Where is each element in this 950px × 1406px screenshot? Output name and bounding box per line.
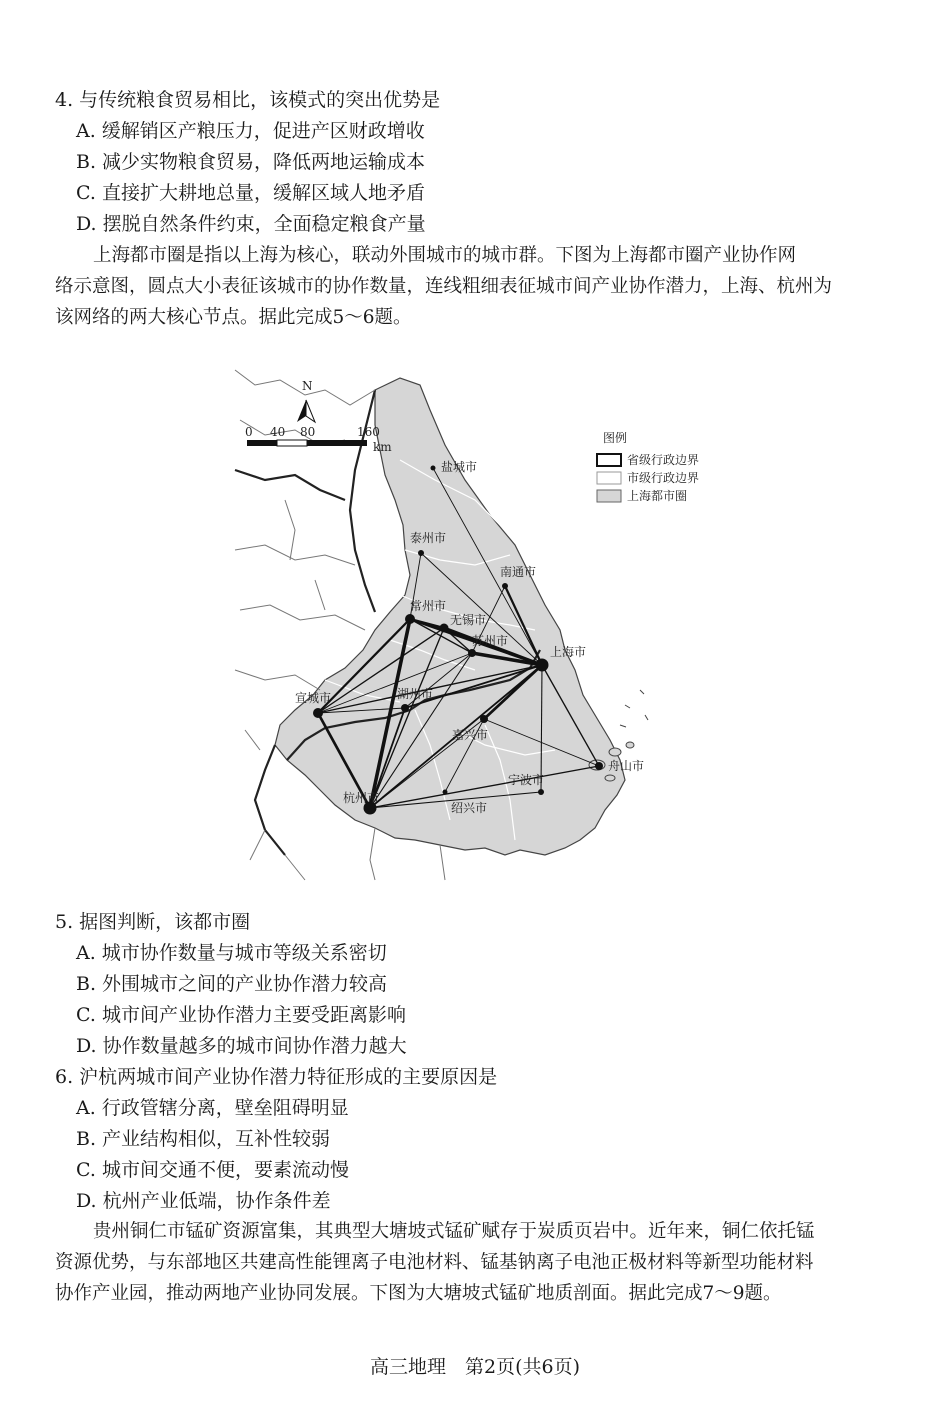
q4-option-b: B. 减少实物粮食贸易，降低两地运输成本 [76,151,426,173]
north-label: N [302,379,313,393]
legend-title: 图例 [603,431,628,445]
city-label-wuxi: 无锡市 [450,613,487,627]
node-jiaxing [480,715,488,723]
intro3-line-3: 协作产业园，推动两地产业协同发展。下图为大塘坡式锰矿地质剖面。据此完成7～9题。 [55,1283,782,1304]
q5-option-a: A. 城市协作数量与城市等级关系密切 [76,942,387,964]
metropolitan-network-map [225,350,735,885]
city-label-zhoushan: 舟山市 [608,759,645,773]
q6-option-d: D. 杭州产业低端，协作条件差 [76,1190,331,1212]
scale-tick-40: 40 [270,425,286,439]
city-label-jiaxing: 嘉兴市 [452,728,489,742]
legend-province-boundary: 省级行政边界 [627,453,700,467]
node-zhoushan [595,762,603,770]
city-label-huzhou: 湖州市 [397,687,434,701]
city-label-shaoxing: 绍兴市 [451,801,488,815]
q6-option-b: B. 产业结构相似，互补性较弱 [76,1128,331,1150]
city-label-hangzhou: 杭州市 [343,791,380,805]
city-label-xuancheng: 宣城市 [295,691,332,705]
q5-option-d: D. 协作数量越多的城市间协作潜力越大 [76,1035,407,1057]
city-label-suzhou: 苏州市 [472,634,509,648]
intro2-line-1: 上海都市圈是指以上海为核心，联动外围城市的城市群。下图为上海都市圈产业协作网 [93,245,797,266]
node-taizhou [418,550,424,556]
node-ningbo [538,789,544,795]
city-label-ningbo: 宁波市 [508,773,545,787]
intro2-line-2: 络示意图，圆点大小表征该城市的协作数量，连线粗细表征城市间产业协作潜力，上海、杭州为 [55,276,833,297]
node-changzhou [405,614,415,624]
scale-unit: km [373,440,392,454]
intro3-line-2: 资源优势，与东部地区共建高性能锂离子电池材料、锰基钠离子电池正极材料等新型功能材料 [55,1252,814,1273]
q4-option-d: D. 摆脱自然条件约束，全面稳定粮食产量 [76,213,426,235]
node-huzhou [401,704,409,712]
q4-option-c: C. 直接扩大耕地总量，缓解区域人地矛盾 [76,182,425,204]
scale-tick-0: 0 [245,425,253,439]
intro2-line-3: 该网络的两大核心节点。据此完成5～6题。 [55,307,412,328]
q6-option-c: C. 城市间交通不便，要素流动慢 [76,1159,349,1181]
q4-option-a: A. 缓解销区产粮压力，促进产区财政增收 [76,120,425,142]
city-label-changzhou: 常州市 [410,599,447,613]
city-label-shanghai: 上海市 [550,645,587,659]
q4-stem: 4. 与传统粮食贸易相比，该模式的突出优势是 [55,89,441,111]
q5-stem: 5. 据图判断，该都市圈 [55,911,251,933]
node-wuxi [440,624,449,633]
legend-city-boundary: 市级行政边界 [627,471,700,485]
page-footer: 高三地理 第2页(共6页) [369,1356,580,1378]
node-suzhou [468,649,476,657]
node-shaoxing [443,790,448,795]
node-shanghai [536,659,549,672]
q6-stem: 6. 沪杭两城市间产业协作潜力特征形成的主要原因是 [55,1066,498,1088]
node-nantong [502,583,508,589]
scale-tick-160: 160 [357,425,380,439]
q6-option-a: A. 行政管辖分离，壁垒阻碍明显 [76,1097,349,1119]
scale-tick-80: 80 [300,425,316,439]
q5-option-c: C. 城市间产业协作潜力主要受距离影响 [76,1004,406,1026]
node-xuancheng [313,708,323,718]
city-label-taizhou: 泰州市 [410,531,447,545]
legend-metro-area: 上海都市圈 [627,489,688,503]
city-label-nantong: 南通市 [500,565,537,579]
city-label-yancheng: 盐城市 [441,460,478,474]
intro3-line-1: 贵州铜仁市锰矿资源富集，其典型大塘坡式锰矿赋存于炭质页岩中。近年来，铜仁依托锰 [93,1221,815,1242]
q5-option-b: B. 外围城市之间的产业协作潜力较高 [76,973,388,995]
node-yancheng [431,466,436,471]
